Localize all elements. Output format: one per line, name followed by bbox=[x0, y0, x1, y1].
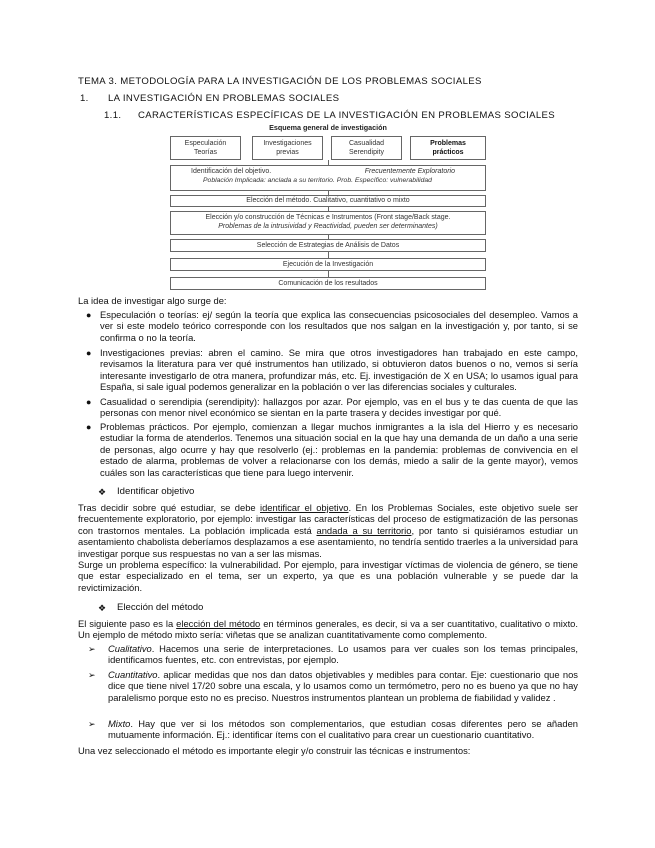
method-text: . Hay que ver si los métodos son complementarios, que estudian cosas diferentes pero se añaden mutuamente información. Ej.: identificar ítems con el cualitativo para crear un cuestionario cuantitativo. bbox=[108, 718, 578, 741]
text-run: El siguiente paso es la bbox=[78, 618, 177, 629]
diagram-box-metodo: Elección del método. Cualitativo, cuantitativo o mixto bbox=[170, 195, 486, 207]
bullet-problemas: Problemas prácticos. Por ejemplo, comienzan a llegar muchos inmigrantes a la isla del Hierro y es necesario estudiar la forma de atenderlos. Tenemos una situación social en la que hay una demanda de un daño a una serie de personas, algo ocurre y hay que resolverlo (ej.: problemas en la pandemia: problemas de convivencia en el estado de alarma, problemas de volver a relacionarse con los demás, miedo a salir de la gente mayor), vemos cuáles son las características que tiene para luego intervenir. bbox=[100, 421, 578, 478]
paragraph-metodo bbox=[78, 618, 578, 641]
bullet-dot: ● bbox=[86, 348, 92, 358]
method-item-cuantitativo bbox=[108, 669, 578, 703]
paragraph-objetivo bbox=[78, 502, 578, 559]
heading-subsection-text: CARACTERÍSTICAS ESPECÍFICAS DE LA INVESTIGACIÓN EN PROBLEMAS SOCIALES bbox=[138, 110, 556, 121]
diagram-box-line: Investigaciones bbox=[263, 140, 312, 147]
diagram-title: Esquema general de investigación bbox=[269, 123, 387, 132]
diagram-box-objetivo bbox=[170, 165, 486, 191]
underlined-identificar-objetivo: identificar el objetivo bbox=[260, 502, 349, 513]
diagram-objective-sub: Población Implicada: anclada a su territorio. Prob. Específico: vulnerabilidad bbox=[203, 176, 432, 184]
heading-section-1 bbox=[80, 93, 339, 104]
diamond-bullet-icon: ❖ bbox=[98, 487, 107, 497]
arrow-bullet-icon: ➢ bbox=[88, 670, 96, 680]
arrow-bullet-icon: ➢ bbox=[88, 719, 96, 729]
diagram-box-line: Especulación bbox=[184, 140, 227, 147]
bullet-dot: ● bbox=[86, 397, 92, 407]
text-run: . En los Problemas Sociales, este objetivo suele ser frecuentemente exploratorio, por ejemplo: investigar las características del proceso de estigmatización de las personas con trastornos mentales. La población implicada está bbox=[78, 502, 578, 536]
method-term: Cualitativo bbox=[108, 643, 152, 654]
bullet-especulacion: Especulación o teorías: ej/ según la teoría que explica las consecuencias psicosociales del desempleo. Vamos a ver si este modelo teórico corresponde con los resultados que nos salgan en la investigación y, por tanto, si se confirma o no la teoría. bbox=[100, 309, 578, 343]
intro-text: La idea de investigar algo surge de: bbox=[78, 295, 227, 306]
subheading-identificar-objetivo: Identificar objetivo bbox=[117, 486, 195, 497]
diagram-box-analisis: Selección de Estrategias de Análisis de Datos bbox=[170, 239, 486, 252]
research-scheme-diagram bbox=[170, 123, 486, 293]
method-term: Cuantitativo bbox=[108, 669, 158, 680]
bullet-casualidad: Casualidad o serendipia (serendipity): hallazgos por azar. Por ejemplo, vas en el bus y te das cuenta de que las personas con menor nivel económico se sientan en la parte trasera y decides investigar por qué. bbox=[100, 396, 578, 419]
diagram-box-ejecucion: Ejecución de la Investigación bbox=[170, 258, 486, 271]
underlined-andada-territorio: andada a su territorio bbox=[316, 524, 412, 536]
diagram-objective-label: Identificación del objetivo. bbox=[191, 168, 272, 175]
method-text: . aplicar medidas que nos dan datos objetivables y medibles para contar. Eje: cuestionario que nos dice que tiene nivel 17/20 sobre una escala, y lo usamos como un termómetro, pero no es bueno ya que no hay paralelismo porque esto no es preciso. Nuestros instrumentos plantean un problema de fiabilidad y validez . bbox=[108, 669, 578, 703]
heading-tema: TEMA 3. METODOLOGÍA PARA LA INVESTIGACIÓN DE LOS PROBLEMAS SOCIALES bbox=[78, 76, 482, 87]
heading-section-1-number: 1. bbox=[80, 93, 89, 104]
method-item-mixto bbox=[108, 718, 578, 741]
diagram-box-line: Casualidad bbox=[348, 140, 385, 147]
diagram-box-line: Problemas bbox=[430, 140, 466, 147]
diagram-box-casualidad bbox=[331, 136, 402, 160]
method-text: . Hacemos una serie de interpretaciones. Lo usamos para ver cuales son los temas principales, identificamos fuentes, etc. con entrevistas, por ejemplo. bbox=[108, 643, 578, 666]
text-run: Tras decidir sobre qué estudiar, se debe bbox=[78, 502, 261, 513]
diagram-instruments-line1: Elección y/o construcción de Técnicas e Instrumentos (Front stage/Back stage. bbox=[205, 214, 451, 221]
text-run: , por tanto si quisiéramos estudiar un asentamiento chabolista deberíamos desplazamos a ese asentamiento, no tendría sentido traerles a la universidad para investigar porque sus respuestas no van a ser las mismas. bbox=[78, 524, 578, 559]
underlined-eleccion-metodo: elección del método bbox=[176, 618, 261, 629]
heading-subsection-1-1 bbox=[104, 110, 555, 121]
arrow-bullet-icon: ➢ bbox=[88, 644, 96, 654]
text-run: en términos generales, es decir, si va a ser cuantitativo, cualitativo o mixto. Un ejemplo de método mixto sería: viñetas que se analizan cuantitativamente como complemento. bbox=[78, 618, 578, 641]
diamond-bullet-icon: ❖ bbox=[98, 603, 107, 613]
bullet-dot: ● bbox=[86, 310, 92, 320]
closing-text: Una vez seleccionado el método es importante elegir y/o construir las técnicas e instrumentos: bbox=[78, 745, 471, 756]
bullet-investigaciones: Investigaciones previas: abren el camino. Se mira que otros investigadores han trabajado en este campo, revisamos la literatura para ver qué instrumentos han utilizado, si obtuvieron datos buenos o no, vemos si sería interesante investigarlo de otra manera, profundizar más, etc. Ej. investigación de X en USA; lo usamos igual para España, si sale igual podemos generalizar en la población o ver las diferencias sociales y culturales. bbox=[100, 347, 578, 393]
method-term: Mixto bbox=[108, 718, 131, 729]
method-item-cualitativo bbox=[108, 643, 578, 666]
subheading-eleccion-metodo: Elección del método bbox=[117, 602, 204, 613]
heading-subsection-number: 1.1. bbox=[104, 110, 122, 121]
diagram-box-problemas bbox=[410, 136, 486, 160]
heading-section-1-text: LA INVESTIGACIÓN EN PROBLEMAS SOCIALES bbox=[108, 93, 340, 104]
diagram-box-investigaciones bbox=[252, 136, 323, 160]
paragraph-vulnerabilidad: Surge un problema específico: la vulnerabilidad. Por ejemplo, para investigar víctimas de violencia de género, se tiene que estar especializado en el tema, ser un experto, ya que es una población vulnerable y se puede dar la revictimización. bbox=[78, 559, 578, 593]
diagram-box-line: previas bbox=[276, 149, 299, 156]
diagram-box-instrumentos bbox=[170, 211, 486, 235]
diagram-objective-type: Frecuentemente Exploratorio bbox=[364, 168, 455, 175]
diagram-instruments-line2: Problemas de la intrusividad y Reactividad, pueden ser determinantes) bbox=[218, 222, 438, 230]
diagram-box-line: Teorías bbox=[194, 149, 217, 156]
bullet-dot: ● bbox=[86, 422, 92, 432]
diagram-box-line: prácticos bbox=[432, 149, 464, 156]
diagram-box-comunicacion: Comunicación de los resultados bbox=[170, 277, 486, 290]
diagram-box-especulacion bbox=[170, 136, 241, 160]
diagram-box-line: Serendipity bbox=[348, 149, 385, 156]
